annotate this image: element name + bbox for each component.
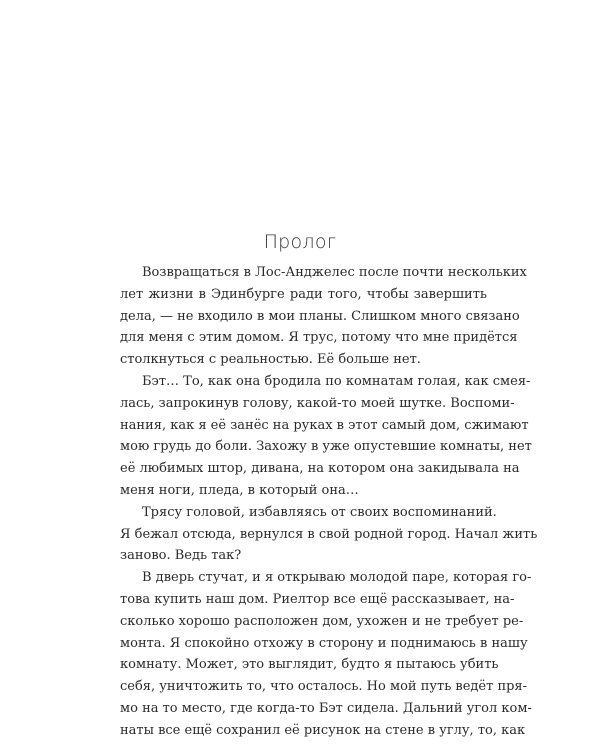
text-line: мо на то место, где когда-то Бэт сидела. Дальний угол ком- — [120, 700, 532, 716]
text-line: наты все ещё сохранил её рисунок на стене в углу, то, как — [120, 722, 526, 738]
text-line: Я бежал отсюда, вернулся в свой родной город. Начал жить — [120, 526, 538, 542]
text-line: мою грудь до боли. Захожу в уже опустевшие комнаты, нет — [120, 439, 532, 455]
text-line: дела, — не входило в мои планы. Слишком много связано — [120, 308, 520, 324]
text-line: Бэт… То, как она бродила по комнатам голая, как смея- — [142, 373, 531, 389]
text-line: столкнуться с реальностью. Её больше нет. — [120, 352, 421, 368]
text-line: сколько хорошо расположен дом, ухожен и не требует ре- — [120, 613, 524, 629]
text-line: лась, запрокинув голову, какой-то моей шутке. Воспоми- — [120, 395, 515, 411]
text-line: меня ноги, пледа, в который она… — [120, 482, 359, 498]
text-line: Трясу головой, избавляясь от своих воспоминаний. — [142, 504, 497, 520]
chapter-title: Пролог — [263, 231, 337, 253]
text-line: для меня с этим домом. Я трус, потому что мне придётся — [120, 330, 518, 346]
text-line: лет жизни в Эдинбурге ради того, чтобы завершить — [120, 286, 487, 302]
body-text — [120, 262, 538, 742]
text-line: нания, как я её занёс на руках в этот самый дом, сжимают — [120, 417, 529, 433]
text-line: Возвращаться в Лос-Анджелес после почти нескольких — [142, 265, 527, 280]
text-line: себя, уничтожить то, что осталось. Но мой путь ведёт пря- — [120, 679, 528, 695]
text-line: В дверь стучат, и я открываю молодой паре, которая го- — [142, 570, 532, 586]
text-line: това купить наш дом. Риелтор все ещё рассказывает, на- — [120, 591, 515, 607]
text-line: монта. Я спокойно отхожу в сторону и поднимаюсь в нашу — [120, 635, 528, 651]
text-line: комнату. Может, это выглядит, будто я пытаюсь убить — [120, 657, 499, 673]
text-line: заново. Ведь так? — [120, 548, 242, 564]
text-line: её любимых штор, дивана, на котором она закидывала на — [120, 461, 520, 477]
